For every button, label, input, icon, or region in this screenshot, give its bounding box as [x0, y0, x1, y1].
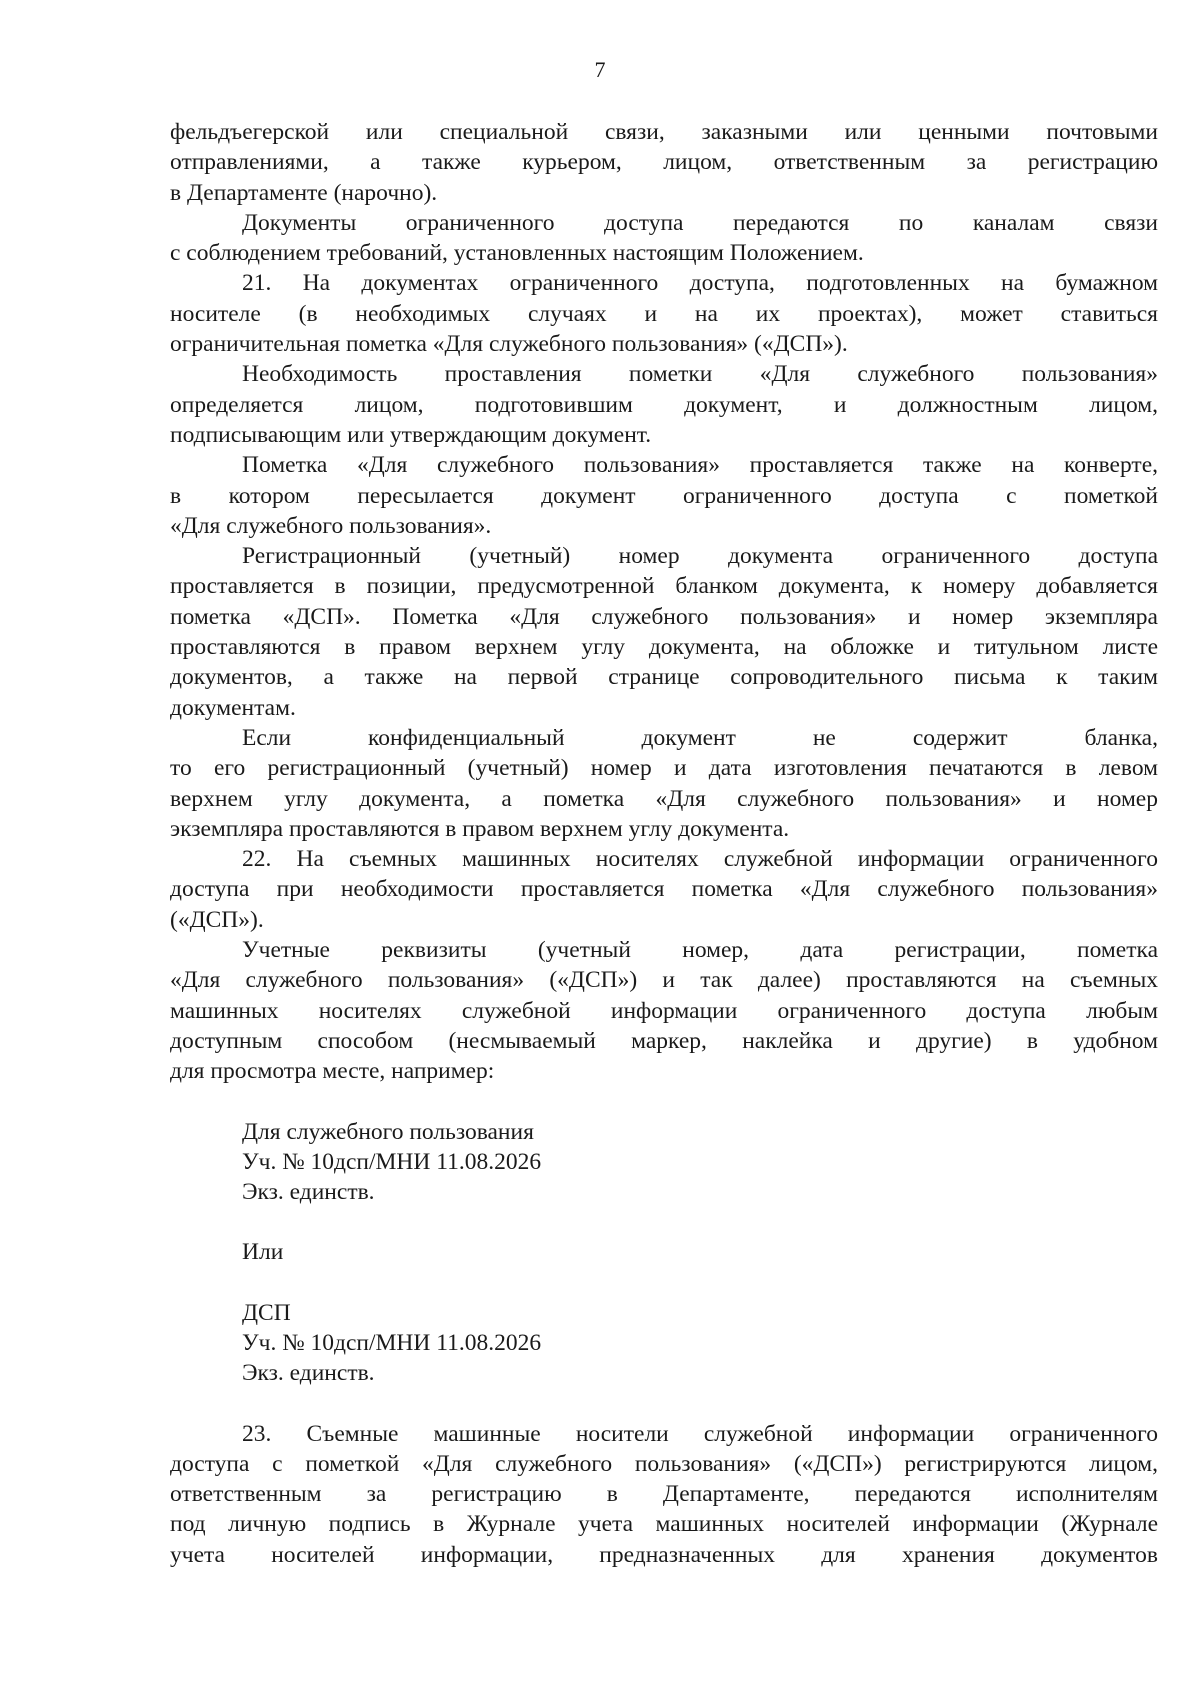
text-line: доступным способом (несмываемый маркер, наклейка и другие) в удобном — [170, 1027, 1158, 1054]
text-line: Если конфиденциальный документ не содержит бланка, — [242, 724, 1158, 751]
spacer — [170, 1207, 1158, 1237]
text-line: Пометка «Для служебного пользования» проставляется также на конверте, — [242, 452, 1158, 479]
text-line: учета носителей информации, предназначенных для хранения документов — [170, 1541, 1158, 1568]
example-line: Уч. № 10дсп/МНИ 11.08.2026 — [242, 1329, 542, 1356]
paragraph-marking-necessity — [170, 359, 1158, 450]
text-line: под личную подпись в Журнале учета машинных носителей информации (Журнале — [170, 1511, 1158, 1538]
text-line: подписывающим или утверждающим документ. — [170, 421, 652, 448]
text-line: документов, а также на первой странице сопроводительного письма к таким — [170, 664, 1158, 691]
text-line: с соблюдением требований, установленных настоящим Положением. — [170, 240, 864, 267]
text-line: верхнем углу документа, а пометка «Для служебного пользования» и номер — [170, 785, 1158, 812]
marking-example-1 — [170, 1117, 1158, 1208]
spacer — [170, 1389, 1158, 1419]
paragraph-communication-channels — [170, 208, 1158, 269]
paragraph-accounting-details — [170, 935, 1158, 1086]
text-line: для просмотра месте, например: — [170, 1058, 495, 1085]
text-line: фельдъегерской или специальной связи, заказными или ценными почтовыми — [170, 119, 1158, 145]
paragraph-envelope-marking — [170, 450, 1158, 541]
paragraph-item-22 — [170, 844, 1158, 935]
example-line: Для служебного пользования — [242, 1118, 534, 1145]
text-line: документам. — [170, 694, 296, 721]
text-line: определяется лицом, подготовившим документ, и должностным лицом, — [170, 391, 1158, 418]
text-line: («ДСП»). — [170, 906, 264, 933]
text-line: «Для служебного пользования» («ДСП») и так далее) проставляются на съемных — [170, 967, 1158, 994]
example-line: Экз. единств. — [242, 1360, 375, 1387]
or-separator — [170, 1237, 1158, 1267]
example-line: ДСП — [242, 1299, 291, 1326]
page-number: 7 — [594, 57, 606, 82]
text-line: Регистрационный (учетный) номер документа ограниченного доступа — [242, 543, 1158, 570]
text-line: проставляются в правом верхнем углу документа, на обложке и титульном листе — [170, 634, 1158, 661]
text-line: Учетные реквизиты (учетный номер, дата регистрации, пометка — [242, 937, 1158, 964]
text-line: в Департаменте (нарочно). — [170, 179, 438, 206]
spacer — [170, 1268, 1158, 1298]
text-line: экземпляра проставляются в правом верхнем углу документа. — [170, 815, 790, 842]
text-line: то его регистрационный (учетный) номер и дата изготовления печатаются в левом — [170, 755, 1158, 782]
paragraph-confidential-no-form — [170, 723, 1158, 844]
text-line: доступа с пометкой «Для служебного пользования» («ДСП») регистрируются лицом, — [170, 1450, 1158, 1477]
text-line: проставляется в позиции, предусмотренной бланком документа, к номеру добавляется — [170, 573, 1158, 600]
or-text: Или — [242, 1239, 284, 1266]
marking-example-2 — [170, 1298, 1158, 1389]
text-line: отправлениями, а также курьером, лицом, ответственным за регистрацию — [170, 149, 1158, 176]
example-line: Уч. № 10дсп/МНИ 11.08.2026 — [242, 1148, 542, 1175]
paragraph-item-23 — [170, 1419, 1158, 1570]
paragraph-registration-number — [170, 541, 1158, 723]
text-line: пометка «ДСП». Пометка «Для служебного пользования» и номер экземпляра — [170, 603, 1158, 630]
text-line: доступа при необходимости проставляется пометка «Для служебного пользования» — [170, 876, 1158, 903]
spacer — [170, 1087, 1158, 1117]
paragraph-continuation — [170, 117, 1158, 208]
text-line: в котором пересылается документ ограниченного доступа с пометкой — [170, 482, 1158, 509]
document-body — [170, 117, 1158, 1570]
text-line: ограничительная пометка «Для служебного пользования» («ДСП»). — [170, 331, 848, 358]
paragraph-item-21 — [170, 268, 1158, 359]
example-line: Экз. единств. — [242, 1179, 375, 1206]
text-line: 22. На съемных машинных носителях служебной информации ограниченного — [242, 846, 1158, 873]
text-line: Документы ограниченного доступа передаются по каналам связи — [242, 209, 1158, 236]
text-line: машинных носителях служебной информации ограниченного доступа любым — [170, 997, 1158, 1024]
text-line: ответственным за регистрацию в Департаменте, передаются исполнителям — [170, 1481, 1158, 1508]
text-line: 21. На документах ограниченного доступа, подготовленных на бумажном — [242, 270, 1158, 297]
text-line: Необходимость проставления пометки «Для служебного пользования» — [242, 361, 1158, 388]
text-line: носителе (в необходимых случаях и на их проектах), может ставиться — [170, 300, 1158, 327]
text-line: 23. Съемные машинные носители служебной информации ограниченного — [242, 1420, 1158, 1447]
text-line: «Для служебного пользования». — [170, 512, 492, 539]
